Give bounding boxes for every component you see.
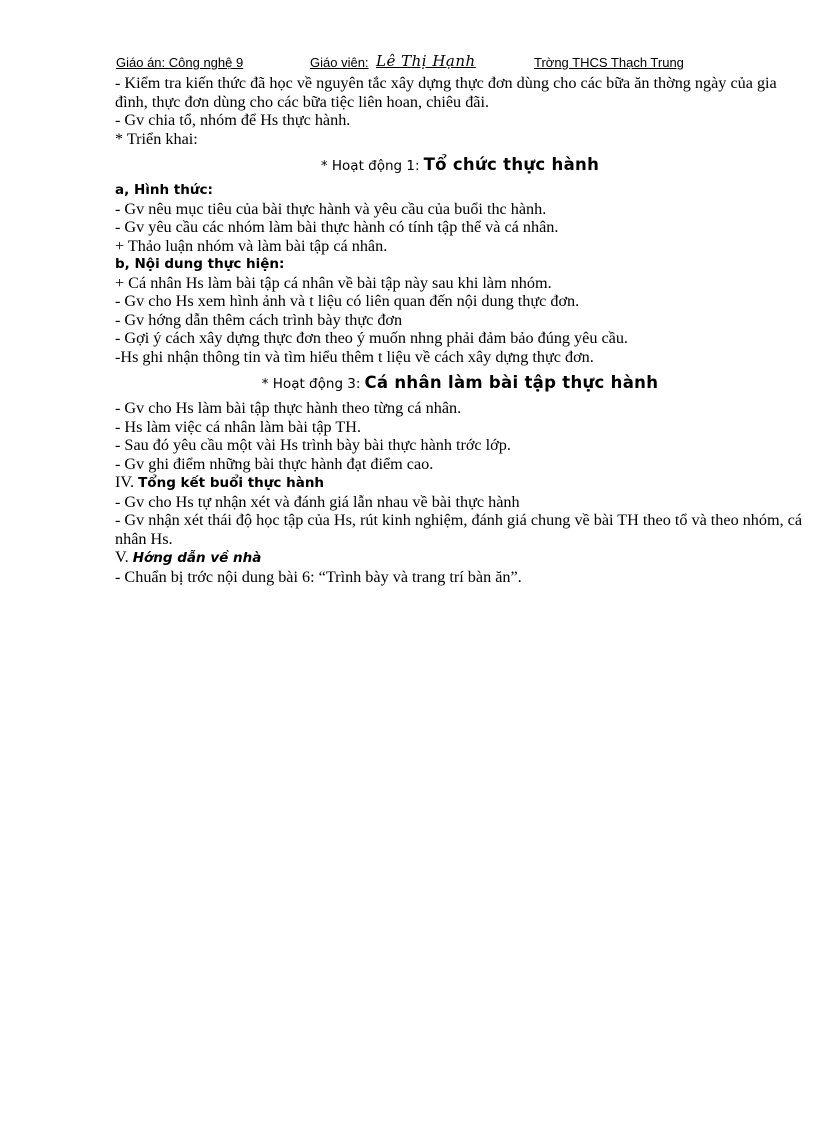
activity-3-item: - Gv cho Hs làm bài tập thực hành theo từng cá nhân. — [115, 399, 462, 417]
section-a-item: - Gv yêu cầu các nhóm làm bài thực hành có tính tập thể và cá nhân. — [115, 218, 559, 236]
section-b-item: - Gv hớng dẫn thêm cách trình bày thực đơn — [115, 310, 403, 329]
header-subject: Giáo án: Công nghệ 9 — [116, 55, 244, 70]
section-a-heading: a, Hình thức: — [115, 182, 213, 198]
activity-3-heading — [115, 372, 805, 395]
section-b-item: - Gv cho Hs xem hình ảnh và t liệu có liên quan đến nội dung thực đơn. — [115, 292, 580, 310]
section-b-heading: b, Nội dung thực hiện: — [115, 256, 285, 272]
section-b-item: - Gợi ý cách xây dựng thực đơn theo ý muốn nhng phải đảm bảo đúng yêu cầu. — [115, 329, 628, 347]
activity-3-item: - Gv ghi điểm những bài thực hành đạt điểm cao. — [115, 454, 434, 473]
document-body — [115, 74, 805, 586]
section-b-item: -Hs ghi nhận thông tin và tìm hiểu thêm t liệu về cách xây dựng thực đơn. — [115, 347, 594, 366]
intro-paragraph-2: - Gv chia tổ, nhóm để Hs thực hành. — [115, 111, 351, 129]
header-teacher-label: Giáo viên: — [310, 55, 369, 70]
section-iv-item: - Gv cho Hs tự nhận xét và đánh giá lẫn nhau về bài thực hành — [115, 492, 520, 511]
section-iv-heading — [115, 473, 805, 493]
intro-paragraph-1: - Kiểm tra kiến thức đã học về nguyên tắc xây dựng thực đơn dùng cho các bữa ăn thờng ngày của gia đình, thực đơn dùng cho các bữa tiệc liên hoan, chiêu đãi. — [115, 74, 777, 111]
section-a-item: + Thảo luận nhóm và làm bài tập cá nhân. — [115, 236, 388, 255]
activity-1-label: * Hoạt động 1: — [320, 158, 420, 174]
section-iv-title: Tổng kết buổi thực hành — [138, 475, 325, 491]
section-v-heading — [115, 548, 805, 568]
activity-3-item: - Sau đó yêu cầu một vài Hs trình bày bài thực hành trớc lớp. — [115, 436, 511, 454]
section-v-title: Hớng dẫn về nhà — [132, 550, 262, 566]
section-v-item: - Chuẩn bị trớc nội dung bài 6: “Trình bày và trang trí bàn ăn”. — [115, 567, 522, 586]
section-a-item: - Gv nêu mục tiêu của bài thực hành và yêu cầu của buổi thc hành. — [115, 199, 547, 218]
header-teacher-name: Lê Thị Hạnh — [376, 52, 476, 70]
activity-3-label: * Hoạt động 3: — [261, 376, 361, 392]
activity-3-item: - Hs làm việc cá nhân làm bài tập TH. — [115, 417, 362, 436]
section-v-number: V. — [115, 548, 129, 566]
activity-3-title: Cá nhân làm bài tập thực hành — [364, 373, 659, 392]
section-b-item: + Cá nhân Hs làm bài tập cá nhân về bài tập này sau khi làm nhóm. — [115, 273, 552, 292]
activity-1-title: Tổ chức thực hành — [423, 155, 600, 174]
intro-paragraph-3: * Triển khai: — [115, 129, 198, 148]
activity-1-heading — [115, 154, 805, 177]
section-iv-item: - Gv nhận xét thái độ học tập của Hs, rút kinh nghiệm, đánh giá chung về bài TH theo tổ và theo nhóm, cá nhân Hs. — [115, 511, 803, 548]
section-iv-number: IV. — [115, 473, 135, 491]
header-school: Trờng THCS Thạch Trung — [534, 55, 684, 70]
page-header — [116, 53, 716, 73]
